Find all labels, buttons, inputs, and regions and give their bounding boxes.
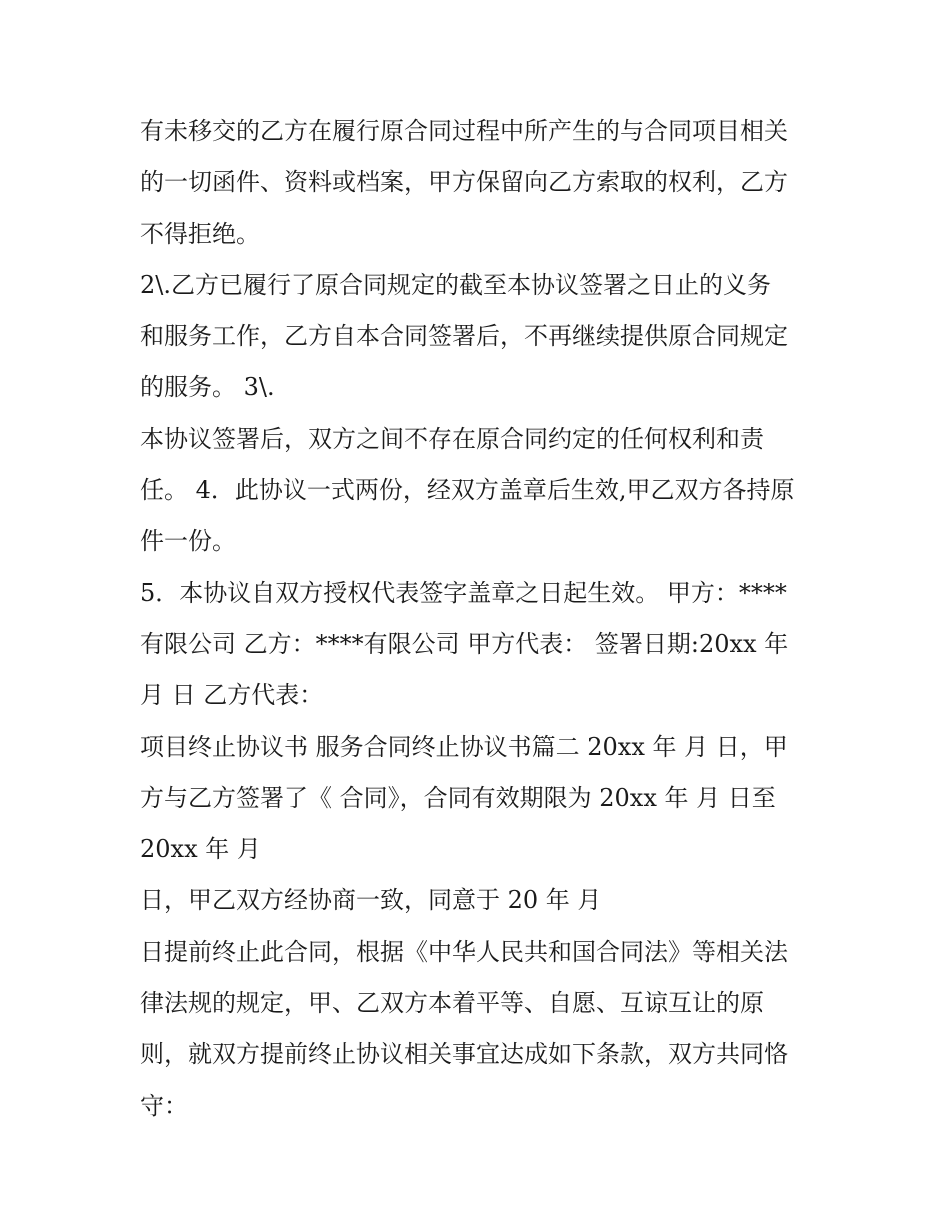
text-line: 月 日 乙方代表： [140,681,324,710]
text-line: 20xx 年 月 [140,835,261,864]
text-line: 日提前终止此合同，根据《中华人民共和国合同法》等相关法 [140,937,788,966]
text-line: 件一份。 [140,527,236,556]
text-line: 的一切函件、资料或档案，甲方保留向乙方索取的权利，乙方 [140,168,788,197]
text-line: 方与乙方签署了《 合同》，合同有效期限为 20xx 年 月 日至 [140,783,776,812]
text-line: 则，就双方提前终止协议相关事宜达成如下条款，双方共同恪 [140,1040,788,1069]
text-line: 的服务。 3\. [140,373,275,402]
text-line: 有未移交的乙方在履行原合同过程中所产生的与合同项目相关 [140,117,788,145]
text-line: 守： [140,1091,188,1120]
text-line: 有限公司 乙方：****有限公司 甲方代表： 签署日期:20xx 年 [140,629,789,658]
text-line: 2\.乙方已履行了原合同规定的截至本协议签署之日止的义务 [140,270,771,299]
document-body [140,106,820,1132]
text-line: 5．本协议自双方授权代表签字盖章之日起生效。 甲方：**** [140,578,787,607]
text-line: 不得拒绝。 [140,219,260,248]
text-line: 律法规的规定，甲、乙双方本着平等、自愿、互谅互让的原 [140,989,764,1018]
text-line: 日，甲乙双方经协商一致，同意于 20 年 月 [140,886,602,915]
text-line: 本协议签署后，双方之间不存在原合同约定的任何权利和责 [140,424,764,453]
text-line: 项目终止协议书 服务合同终止协议书篇二 20xx 年 月 日，甲 [140,732,788,761]
text-line: 和服务工作，乙方自本合同签署后，不再继续提供原合同规定 [140,322,788,351]
text-line: 任。 4．此协议一式两份，经双方盖章后生效,甲乙双方各持原 [140,476,795,505]
